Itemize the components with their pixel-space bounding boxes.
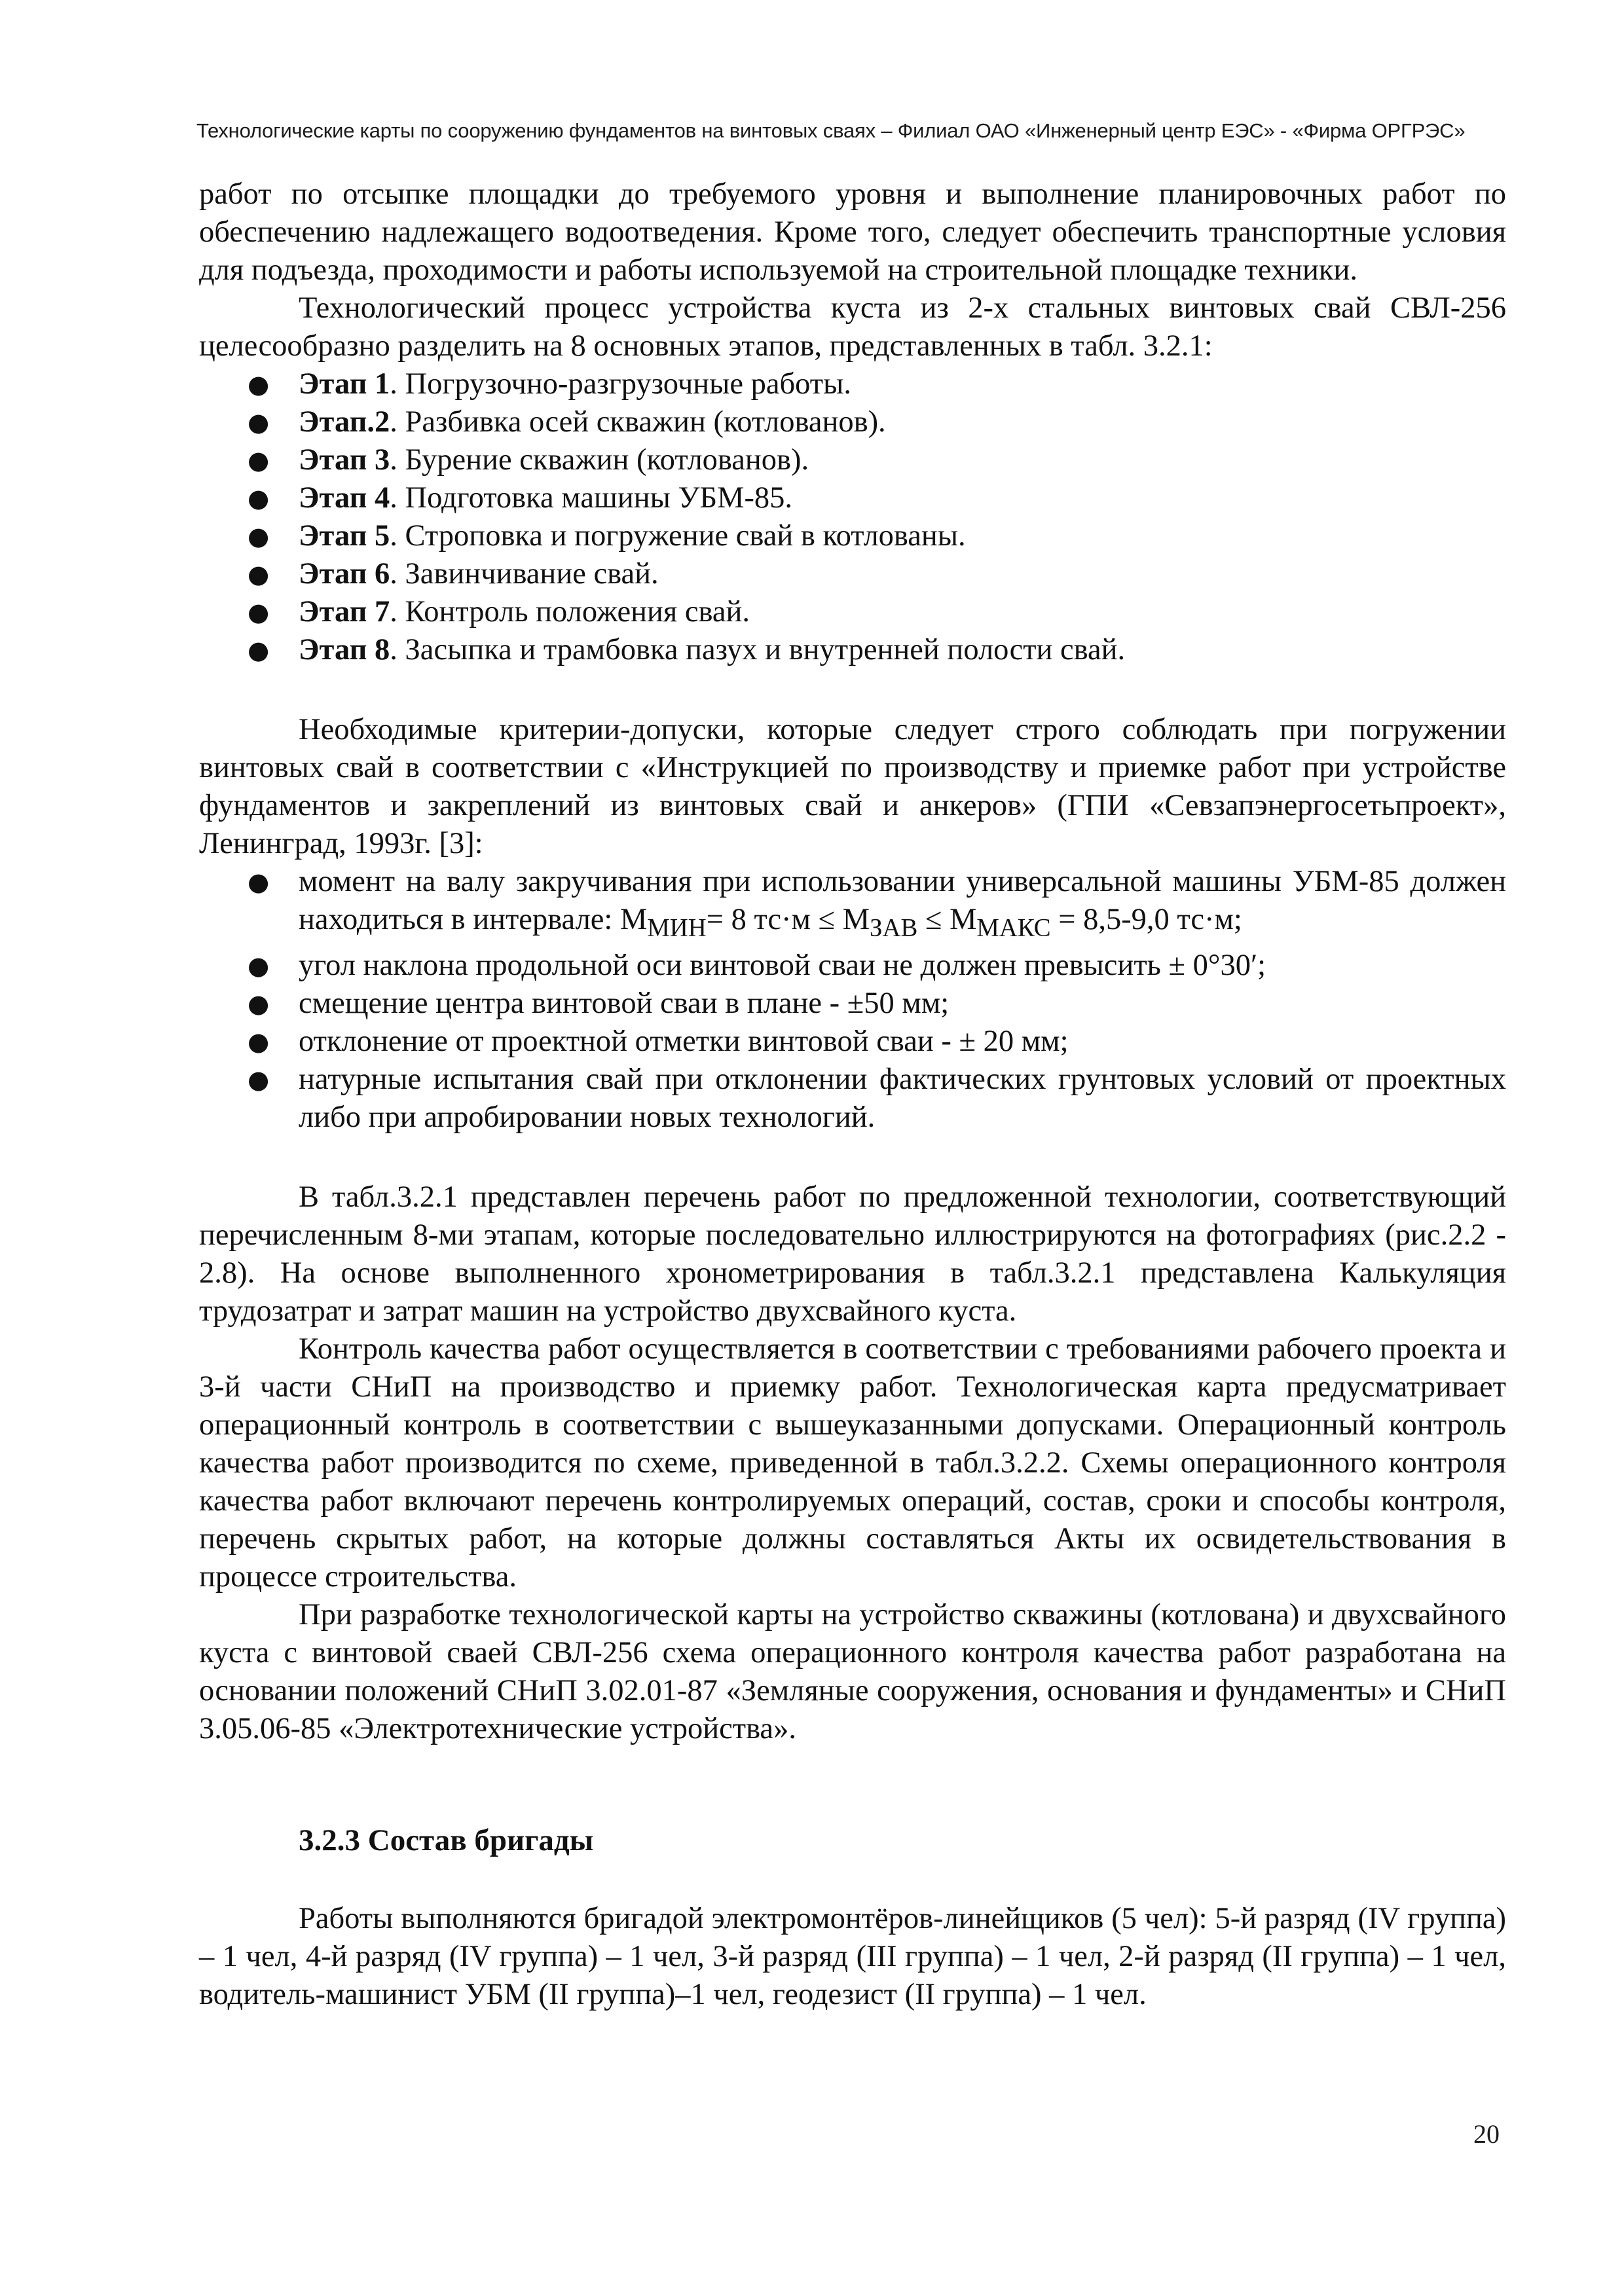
running-header: Технологические карты по сооружению фундаментов на винтовых сваях – Филиал ОАО «Инженерный центр ЕЭС» - «Фирма ОРГРЭС» <box>196 119 1466 142</box>
criteria-text: угол наклона продольной оси винтовой сваи не должен превысить ± 0°30′; <box>299 949 1266 983</box>
bullet-icon: ● <box>248 484 270 513</box>
stage-name: Этап 8 <box>299 633 390 666</box>
stages-list <box>199 365 1506 669</box>
criteria-text: отклонение от проектной отметки винтовой сваи - ± 20 мм; <box>299 1025 1069 1059</box>
bullet-icon: ● <box>248 951 270 981</box>
bullet-icon: ● <box>248 370 270 399</box>
list-item <box>199 555 1506 593</box>
list-item <box>199 947 1506 985</box>
list-item <box>199 1061 1506 1137</box>
bullet-icon: ● <box>248 408 270 437</box>
list-item <box>199 1023 1506 1061</box>
paragraph-table-ref: В табл.3.2.1 представлен перечень работ по предложенной технологии, соответствующий перечисленным 8-ми этапам, которые последовательно иллюстрируются на фотографиях (рис.2.2 - 2.8). На основе выполненного хронометрирования в табл.3.2.1 представлена Калькуляция трудозатрат и затрат машин на устройство двухсвайного куста. <box>199 1180 1506 1328</box>
spacer <box>199 1859 1506 1900</box>
list-item <box>199 479 1506 517</box>
paragraph-quality-control: Контроль качества работ осуществляется в соответствии с требованиями рабочего проекта и 3-й части СНиП на производство и приемку работ. Технологическая карта предусматривает операционный контроль в соответствии с вышеуказанными допусками. Операционный контроль качества работ производится по схеме, приведенной в табл.3.2.2. Схемы операционного контроля качества работ включают перечень контролируемых операций, состав, сроки и способы контроля, перечень скрытых работ, на которые должны составляться Акты их освидетельствования в процессе строительства. <box>199 1332 1506 1594</box>
torque-mid: = 8 тс·м ≤ М <box>706 903 870 936</box>
spacer <box>199 1748 1506 1821</box>
bullet-icon: ● <box>248 989 270 1019</box>
bullet-icon: ● <box>248 1027 270 1057</box>
spacer <box>199 1137 1506 1178</box>
list-item <box>199 365 1506 403</box>
list-item <box>199 441 1506 479</box>
paragraph-process-intro: Технологический процесс устройства куста из 2-х стальных винтовых свай СВЛ-256 целесообразно разделить на 8 основных этапов, представленных в табл. 3.2.1: <box>199 291 1506 363</box>
stage-name: Этап 7 <box>299 595 390 629</box>
stage-name: Этап 1 <box>299 367 390 401</box>
section-heading: 3.2.3 Состав бригады <box>299 1823 594 1858</box>
stage-name: Этап 4 <box>299 481 390 515</box>
paragraph-criteria-intro: Необходимые критерии-допуски, которые следует строго соблюдать при погружении винтовых свай в соответствии с «Инструкцией по производству и приемке работ при устройстве фундаментов и закреплений из винтовых свай и анкеров» (ГПИ «Севзапэнергосетьпроект», Ленинград, 1993г. [3]: <box>199 713 1506 860</box>
bullet-icon: ● <box>248 598 270 627</box>
list-item <box>199 863 1506 947</box>
list-item <box>199 593 1506 631</box>
paragraph-intro-continuation: работ по отсыпке площадки до требуемого уровня и выполнение планировочных работ по обеспечению надлежащего водоотведения. Кроме того, следует обеспечить транспортные условия для подъезда, проходимости и работы используемой на строительной площадке техники. <box>199 177 1506 287</box>
stage-description: . Строповка и погружение свай в котлованы. <box>390 519 966 553</box>
criteria-text: натурные испытания свай при отклонении фактических грунтовых условий от проектных либо при апробировании новых технологий. <box>299 1063 1506 1135</box>
list-item <box>199 517 1506 555</box>
torque-prefix: момент на валу закручивания при использовании универсальной машины УБМ-85 должен находиться в интервале: М <box>299 865 1506 936</box>
page-body <box>199 175 1506 2014</box>
page-number: 20 <box>1473 2119 1500 2149</box>
stage-description: . Контроль положения свай. <box>390 595 750 629</box>
list-item <box>199 985 1506 1023</box>
stage-name: Этап.2 <box>299 405 390 439</box>
stage-description: . Бурение скважин (котлованов). <box>390 443 809 477</box>
bullet-icon: ● <box>248 1065 270 1095</box>
spacer <box>199 669 1506 711</box>
stage-name: Этап 5 <box>299 519 390 553</box>
paragraph-development: При разработке технологической карты на устройство скважины (котлована) и двухсвайного куста с винтовой сваей СВЛ-256 схема операционного контроля качества работ разработана на основании положений СНиП 3.02.01-87 «Земляные сооружения, основания и фундаменты» и СНиП 3.05.06-85 «Электротехнические устройства». <box>199 1598 1506 1746</box>
stage-description: . Подготовка машины УБМ-85. <box>390 481 793 515</box>
list-item <box>199 403 1506 441</box>
torque-min-subscript: МИН <box>647 913 707 942</box>
criteria-list <box>199 863 1506 1137</box>
bullet-icon: ● <box>248 867 270 896</box>
torque-max-subscript: МАКС <box>976 913 1051 942</box>
bullet-icon: ● <box>248 522 270 551</box>
stage-description: . Разбивка осей скважин (котлованов). <box>390 405 886 439</box>
torque-zav-subscript: ЗАВ <box>870 913 918 942</box>
stage-name: Этап 3 <box>299 443 390 477</box>
list-item <box>199 631 1506 669</box>
stage-description: . Завинчивание свай. <box>390 557 659 591</box>
stage-name: Этап 6 <box>299 557 390 591</box>
stage-description: . Засыпка и трамбовка пазух и внутренней полости свай. <box>390 633 1126 666</box>
paragraph-brigade: Работы выполняются бригадой электромонтёров-линейщиков (5 чел): 5-й разряд (IV группа) – 1 чел, 4-й разряд (IV группа) – 1 чел, 3-й разряд (III группа) – 1 чел, 2-й разряд (II группа) – 1 чел, водитель-машинист УБМ (II группа)–1 чел, геодезист (II группа) – 1 чел. <box>199 1902 1506 2012</box>
bullet-icon: ● <box>248 560 270 589</box>
stage-description: . Погрузочно-разгрузочные работы. <box>390 367 851 401</box>
bullet-icon: ● <box>248 636 270 665</box>
torque-suffix: = 8,5-9,0 тс·м; <box>1050 903 1242 936</box>
bullet-icon: ● <box>248 446 270 475</box>
torque-mid2: ≤ М <box>917 903 977 936</box>
criteria-text: смещение центра винтовой сваи в плане - ±50 мм; <box>299 987 950 1021</box>
